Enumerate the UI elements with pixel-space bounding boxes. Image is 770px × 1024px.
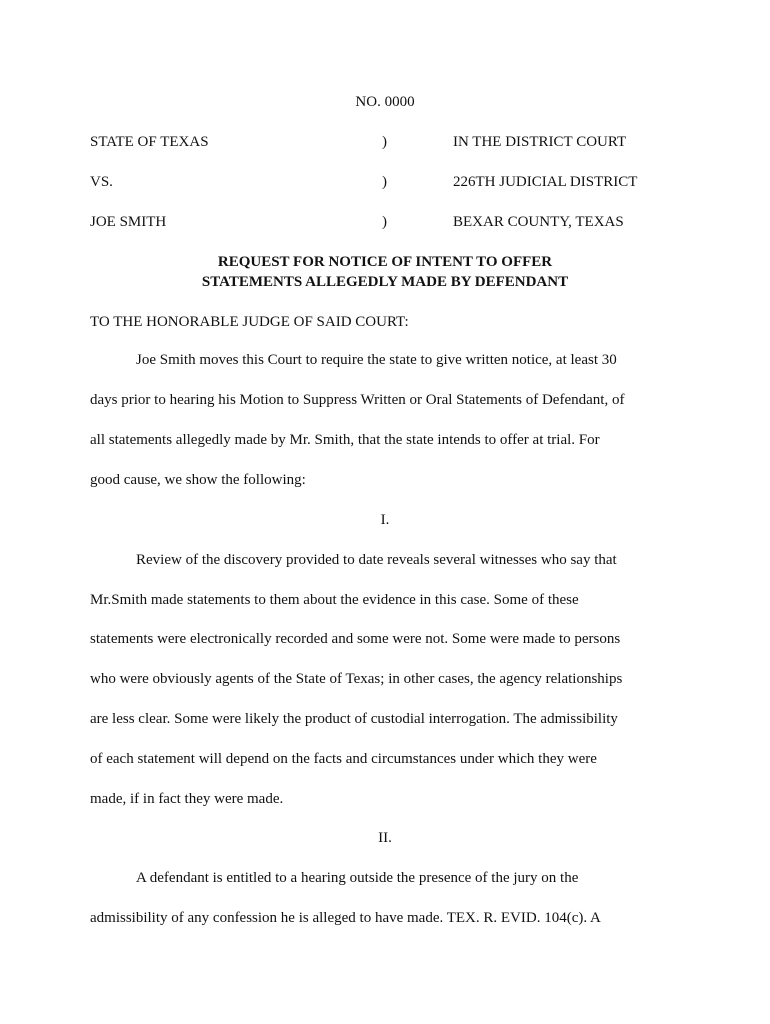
section-heading: I. — [380, 512, 390, 528]
document-title-line-2: STATEMENTS ALLEGEDLY MADE BY DEFENDANT — [201, 274, 569, 290]
paragraph-line: Mr.Smith made statements to them about the evidence in this case. Some of these — [90, 592, 579, 608]
salutation: TO THE HONORABLE JUDGE OF SAID COURT: — [90, 314, 409, 330]
caption-separator: ) — [382, 214, 387, 230]
paragraph-line: Joe Smith moves this Court to require the state to give written notice, at least 30 — [136, 352, 617, 368]
caption-left-defendant: JOE SMITH — [90, 214, 167, 230]
caption-right-court: IN THE DISTRICT COURT — [453, 134, 627, 150]
case-number: NO. 0000 — [355, 94, 415, 110]
paragraph-line: of each statement will depend on the facts and circumstances under which they were — [90, 751, 597, 767]
caption-left-state: STATE OF TEXAS — [90, 134, 209, 150]
caption-separator: ) — [382, 134, 387, 150]
paragraph-line: who were obviously agents of the State of Texas; in other cases, the agency relationships — [90, 671, 623, 687]
paragraph-line: are less clear. Some were likely the product of custodial interrogation. The admissibility — [90, 711, 618, 727]
paragraph-line: days prior to hearing his Motion to Suppress Written or Oral Statements of Defendant, of — [90, 392, 625, 408]
paragraph-line: made, if in fact they were made. — [90, 791, 284, 807]
document-title-line-1: REQUEST FOR NOTICE OF INTENT TO OFFER — [217, 254, 553, 270]
caption-right-district: 226TH JUDICIAL DISTRICT — [453, 174, 638, 190]
paragraph-line: good cause, we show the following: — [90, 472, 306, 488]
caption-separator: ) — [382, 174, 387, 190]
paragraph-line: statements were electronically recorded and some were not. Some were made to persons — [90, 631, 621, 647]
paragraph-line: admissibility of any confession he is alleged to have made. TEX. R. EVID. 104(c). A — [90, 910, 601, 926]
caption-left-vs: VS. — [90, 174, 113, 190]
caption-right-county: BEXAR COUNTY, TEXAS — [453, 214, 624, 230]
section-heading: II. — [378, 830, 392, 846]
paragraph-line: Review of the discovery provided to date reveals several witnesses who say that — [136, 552, 617, 568]
paragraph-line: A defendant is entitled to a hearing outside the presence of the jury on the — [136, 870, 579, 886]
paragraph-line: all statements allegedly made by Mr. Smith, that the state intends to offer at trial. For — [90, 432, 600, 448]
